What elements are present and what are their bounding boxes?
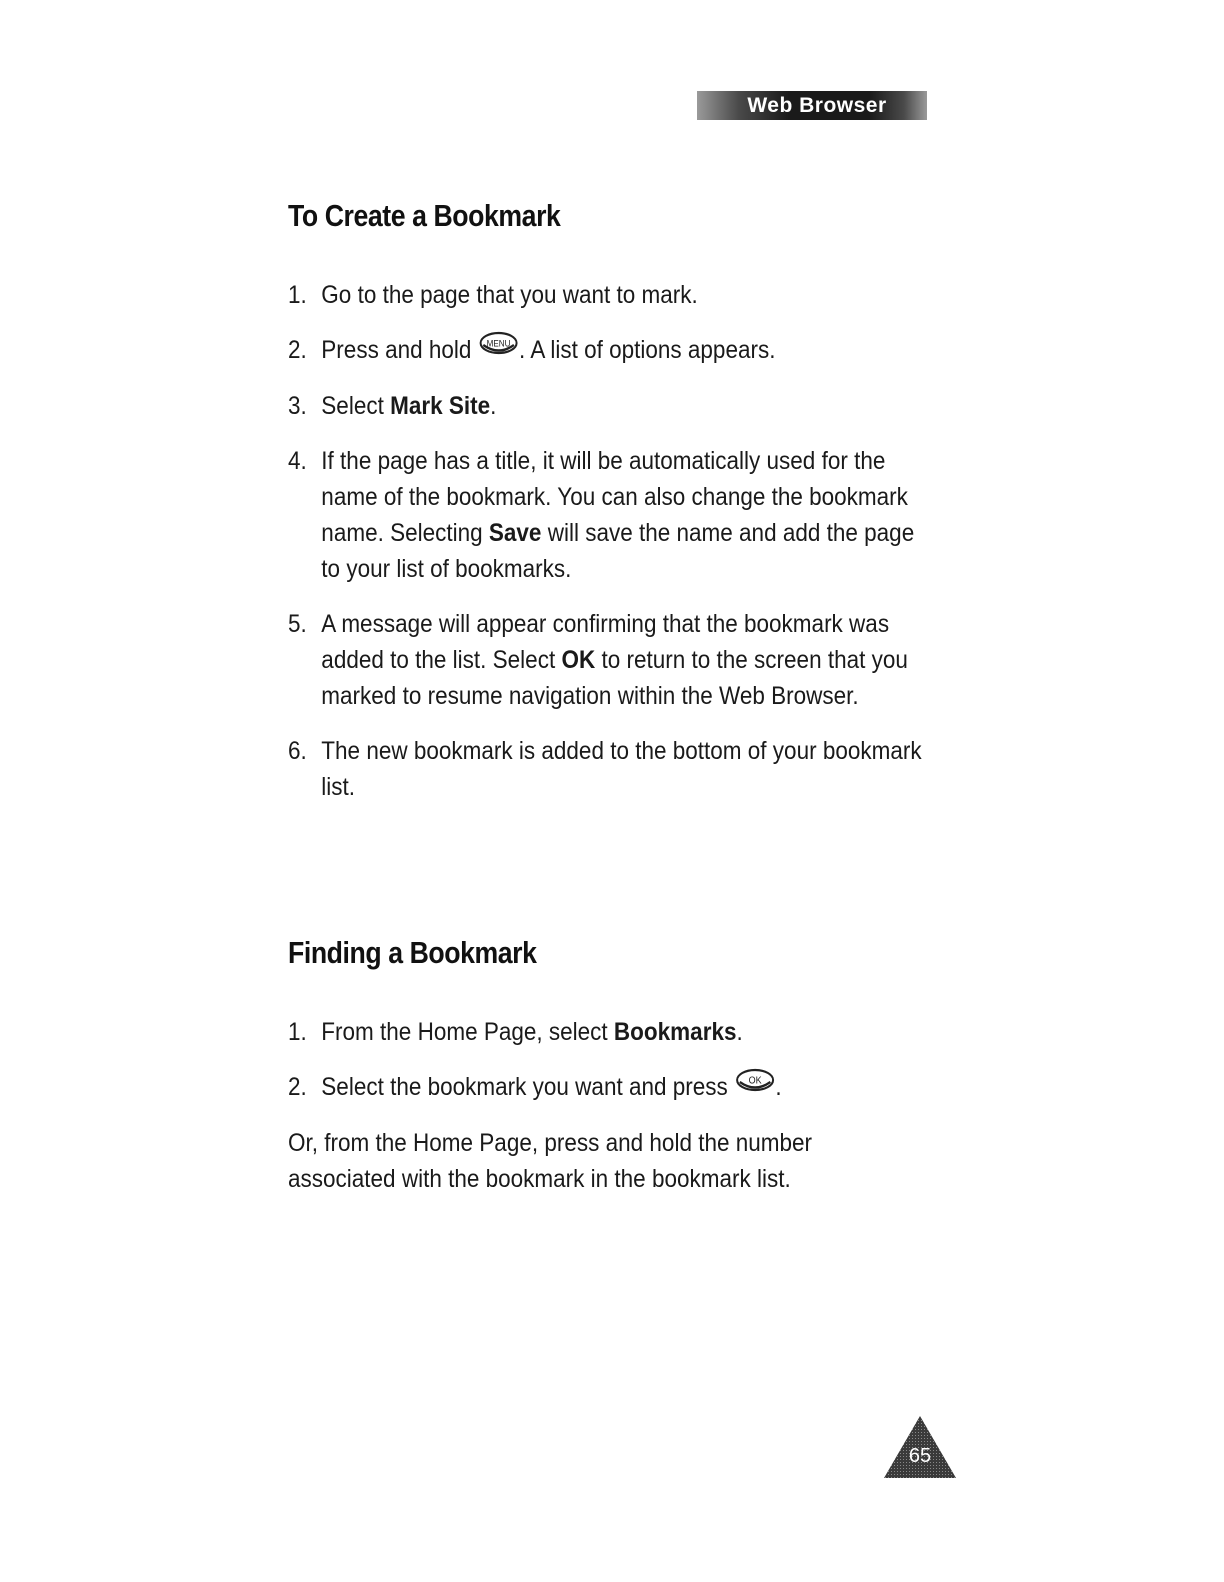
step-text: Select	[321, 392, 391, 421]
list-item	[288, 388, 933, 424]
finding-bookmark-section	[288, 935, 928, 1197]
list-item	[288, 1069, 933, 1106]
step-bold-term: Save	[488, 519, 542, 548]
step-text: Press and hold	[321, 336, 472, 364]
finding-bookmark-steps	[288, 1014, 928, 1106]
step-number: 2.	[288, 336, 307, 364]
list-item	[288, 277, 933, 313]
step-text: Select the bookmark you want and press	[321, 1073, 728, 1101]
list-item	[288, 1014, 933, 1050]
step-text: will save the name and add the page to your list of bookmarks.	[321, 519, 915, 584]
create-bookmark-steps	[288, 277, 928, 805]
step-bold-term: OK	[561, 646, 596, 675]
step-number: 1.	[288, 281, 307, 309]
list-item	[288, 443, 933, 587]
step-bold-term: Mark Site	[390, 392, 491, 421]
section-header-tab	[697, 91, 927, 120]
page-number-marker	[882, 1414, 958, 1480]
section-title-finding-bookmark: Finding a Bookmark	[288, 935, 537, 970]
step-text: to return to the screen that you marked to resume navigation within the Web Browser.	[321, 646, 908, 711]
step-text: A message will appear confirming that the bookmark was added to the list. Select	[321, 610, 890, 675]
step-number: 3.	[288, 392, 307, 421]
ok-key-icon	[734, 1067, 775, 1103]
step-text: The new bookmark is added to the bottom of your bookmark list.	[321, 737, 922, 802]
menu-key-label: MENU	[486, 338, 511, 349]
step-text: If the page has a title, it will be automatically used for the name of the bookmark. You can also change the bookmark name. Selecting	[321, 447, 908, 548]
step-text: .	[736, 1018, 743, 1046]
menu-key-icon	[478, 330, 519, 366]
list-item	[288, 606, 933, 714]
step-text: .	[775, 1073, 782, 1101]
page-number: 65	[908, 1445, 932, 1467]
step-text: Go to the page that you want to mark.	[321, 281, 698, 309]
step-text: . A list of options appears.	[519, 336, 776, 364]
step-number: 5.	[288, 610, 307, 639]
create-bookmark-section	[288, 198, 928, 824]
section-title-create-bookmark: To Create a Bookmark	[288, 198, 561, 233]
finding-bookmark-note: Or, from the Home Page, press and hold the number associated with the bookmark in the bookmark list.	[288, 1129, 813, 1194]
step-text: .	[490, 392, 497, 421]
step-number: 4.	[288, 447, 307, 476]
list-item	[288, 733, 933, 805]
step-number: 6.	[288, 737, 307, 766]
step-bold-term: Bookmarks	[613, 1018, 737, 1046]
section-header-label: Web Browser	[747, 93, 887, 117]
ok-key-label: OK	[748, 1075, 762, 1088]
step-text: From the Home Page, select	[321, 1018, 614, 1046]
step-number: 2.	[288, 1073, 307, 1101]
list-item	[288, 332, 933, 369]
step-number: 1.	[288, 1018, 307, 1046]
